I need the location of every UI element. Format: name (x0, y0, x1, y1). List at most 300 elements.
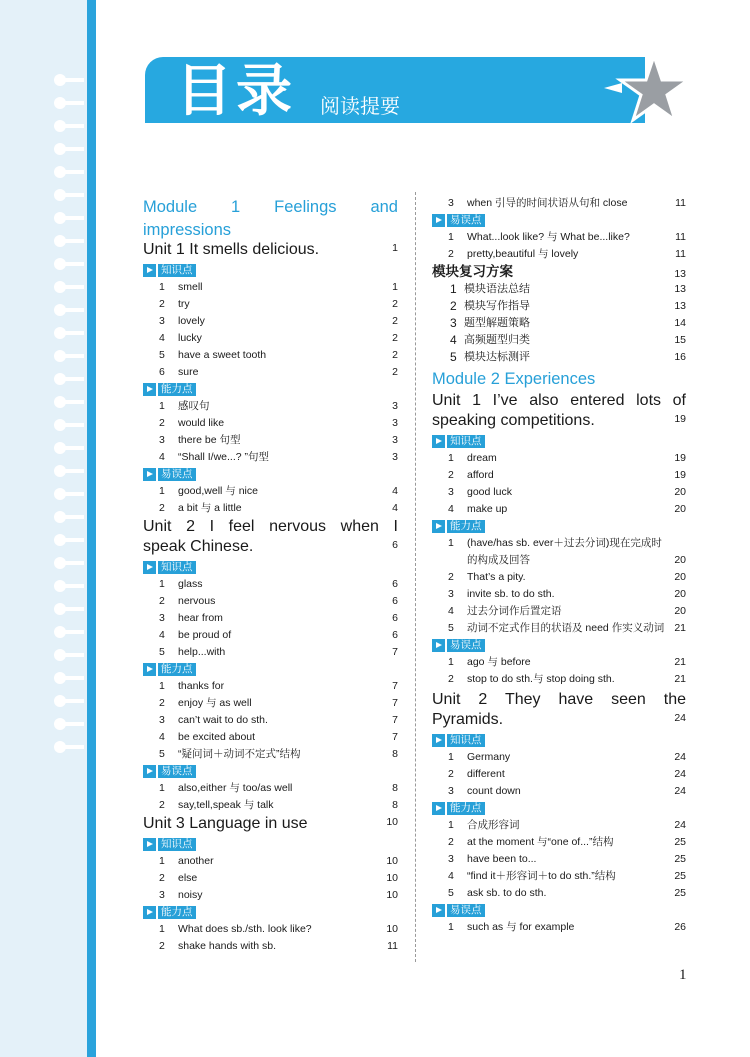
entry-page: 6 (392, 578, 398, 590)
entry-number: 2 (448, 768, 454, 780)
entry-title: What does sb./sth. look like? (178, 923, 312, 935)
toc-list (432, 450, 686, 518)
entry-title: have a sweet tooth (178, 349, 267, 361)
entry-title: good luck (467, 486, 512, 498)
binder-ring (54, 627, 84, 637)
entry-page: 21 (674, 656, 686, 668)
toc-entry[interactable] (432, 620, 686, 637)
toc-entry[interactable] (143, 500, 398, 517)
toc-entry[interactable] (143, 729, 398, 746)
binder-ring (54, 466, 84, 476)
entry-page: 20 (674, 571, 686, 583)
toc-entry[interactable] (432, 603, 686, 620)
toc-left-column (143, 196, 398, 955)
toc-entry[interactable] (143, 610, 398, 627)
entry-number: 5 (450, 350, 457, 364)
entry-title: good,well 与 nice (178, 485, 258, 497)
entry-number: 4 (159, 451, 165, 463)
toc-entry[interactable] (432, 450, 686, 467)
entry-page: 8 (392, 748, 398, 760)
binder-ring (54, 328, 84, 338)
play-icon (143, 765, 156, 778)
entry-number: 3 (448, 588, 454, 600)
entry-title: a bit 与 a little (178, 502, 242, 514)
entry-number: 1 (159, 680, 165, 692)
toc-entry[interactable] (432, 919, 686, 936)
entry-title: 感叹句 (178, 400, 210, 412)
binder-ring (54, 98, 84, 108)
entry-page: 24 (674, 751, 686, 763)
entry-title: lovely (178, 315, 205, 327)
entry-page: 11 (675, 248, 686, 260)
entry-title: afford (467, 469, 494, 481)
play-icon (432, 214, 445, 227)
entry-number: 5 (448, 622, 454, 634)
entry-title: Germany (467, 751, 511, 763)
toc-list (143, 853, 398, 904)
unit-heading-cont: Pyramids. 24 (432, 711, 686, 728)
binder-ring (54, 742, 84, 752)
toc-entry[interactable] (432, 484, 686, 501)
toc-entry[interactable] (432, 851, 686, 868)
toc-entry[interactable] (432, 298, 686, 315)
entry-number: 5 (448, 887, 454, 899)
entry-page: 13 (674, 300, 686, 312)
section-tag: 易误点 (432, 902, 686, 919)
module-heading[interactable]: Module 1 Feelings and (143, 198, 398, 216)
unit-heading-cont: speaking competitions. 19 (432, 412, 686, 429)
entry-page: 25 (674, 853, 686, 865)
entry-title: help...with (178, 646, 226, 658)
entry-title: smell (178, 281, 203, 293)
play-icon (143, 264, 156, 277)
entry-page: 2 (392, 315, 398, 327)
entry-title: invite sb. to do sth. (467, 588, 555, 600)
entry-page: 11 (675, 231, 686, 243)
toc-right-column (432, 195, 686, 936)
entry-number: 3 (448, 486, 454, 498)
column-divider (415, 192, 416, 962)
binder-ring (54, 604, 84, 614)
entry-number: 1 (159, 400, 165, 412)
entry-title: 过去分词作后置定语 (467, 605, 562, 617)
play-icon (432, 802, 445, 815)
unit-heading[interactable]: Unit 2 They have seen the (432, 691, 686, 708)
module-heading[interactable]: Module 2 Experiences (432, 370, 596, 388)
toc-entry-cont: 的构成及回答 20 (467, 554, 686, 566)
entry-title: another (178, 855, 214, 867)
entry-page: 25 (674, 836, 686, 848)
page-number: 1 (679, 967, 687, 983)
entry-number: 3 (159, 612, 165, 624)
entry-title: can’t wait to do sth. (178, 714, 268, 726)
entry-title: thanks for (178, 680, 225, 692)
unit-heading[interactable]: Unit 1 I’ve also entered lots of (432, 392, 686, 409)
entry-page: 20 (674, 486, 686, 498)
entry-number: 3 (448, 853, 454, 865)
toc-list (432, 654, 686, 688)
entry-number: 4 (448, 605, 454, 617)
toc-entry[interactable] (143, 887, 398, 904)
entry-title: try (178, 298, 190, 310)
toc-list (432, 569, 686, 637)
entry-number: 3 (448, 785, 454, 797)
binding-edge (87, 0, 96, 1057)
entry-number: 3 (159, 434, 165, 446)
entry-page: 10 (386, 889, 398, 901)
entry-title: also,either 与 too/as well (178, 782, 293, 794)
entry-number: 3 (159, 714, 165, 726)
toc-entry[interactable] (432, 332, 686, 349)
entry-page: 24 (674, 819, 686, 831)
entry-page: 7 (392, 697, 398, 709)
toc-entry[interactable] (143, 364, 398, 381)
entry-number: 5 (159, 748, 165, 760)
toc-entry[interactable] (143, 695, 398, 712)
section-tag: 易误点 (432, 212, 686, 229)
entry-title: count down (467, 785, 521, 797)
play-icon (143, 561, 156, 574)
binder-ring (54, 650, 84, 660)
binder-ring (54, 213, 84, 223)
binder-ring (54, 305, 84, 315)
entry-title: be proud of (178, 629, 232, 641)
play-icon (432, 904, 445, 917)
entry-number: 2 (159, 799, 165, 811)
binder-ring (54, 489, 84, 499)
binder-ring (54, 121, 84, 131)
toc-entry[interactable] (143, 938, 398, 955)
toc-entry[interactable] (432, 834, 686, 851)
entry-page: 19 (674, 469, 686, 481)
binder-ring (54, 374, 84, 384)
entry-title: such as 与 for example (467, 921, 575, 933)
entry-title: dream (467, 452, 497, 464)
entry-title: there be 句型 (178, 434, 241, 446)
entry-title: pretty,beautiful 与 lovely (467, 248, 579, 260)
entry-title: 题型解题策略 (464, 317, 530, 329)
section-tag: 知识点 (143, 262, 398, 279)
entry-page: 20 (674, 605, 686, 617)
binder-ring (54, 719, 84, 729)
toc-list (432, 195, 686, 212)
page-subtitle: 阅读提要 (320, 94, 400, 118)
entry-title: That’s a pity. (467, 571, 526, 583)
toc-entry[interactable] (143, 330, 398, 347)
entry-title: “find it＋形容词＋to do sth.”结构 (467, 870, 616, 882)
module-heading-cont: impressions (143, 221, 232, 239)
entry-number: 2 (159, 502, 165, 514)
entry-page: 20 (674, 588, 686, 600)
entry-number: 1 (448, 921, 454, 933)
entry-number: 2 (448, 248, 454, 260)
binder-ring (54, 673, 84, 683)
binder-ring (54, 351, 84, 361)
entry-number: 3 (448, 197, 454, 209)
binder-ring (54, 167, 84, 177)
binding-strip (0, 0, 96, 1057)
toc-list (432, 749, 686, 800)
entry-page: 25 (674, 870, 686, 882)
play-icon (143, 906, 156, 919)
entry-page: 11 (387, 940, 398, 952)
toc-list (143, 576, 398, 661)
entry-page: 13 (674, 283, 686, 295)
toc-entry[interactable] (432, 654, 686, 671)
entry-title: sure (178, 366, 199, 378)
entry-page: 2 (392, 349, 398, 361)
toc-entry[interactable] (143, 432, 398, 449)
entry-title: make up (467, 503, 508, 515)
entry-number: 1 (448, 819, 454, 831)
entry-title: when 引导的时间状语从句和 close (467, 197, 628, 209)
entry-number: 3 (159, 889, 165, 901)
toc-entry[interactable] (143, 415, 398, 432)
entry-number: 4 (448, 870, 454, 882)
section-tag: 知识点 (432, 732, 686, 749)
toc-entry[interactable] (143, 644, 398, 661)
toc-list (143, 483, 398, 517)
binder-ring (54, 282, 84, 292)
toc-entry[interactable] (143, 449, 398, 466)
entry-number: 1 (450, 282, 457, 296)
toc-entry[interactable] (432, 195, 686, 212)
binder-ring (54, 558, 84, 568)
binder-ring (54, 535, 84, 545)
entry-number: 5 (159, 349, 165, 361)
section-tag: 能力点 (432, 518, 686, 535)
entry-number: 2 (159, 872, 165, 884)
toc-entry[interactable]: 1 (have/has sb. ever＋过去分词)现在完成时 (448, 537, 662, 549)
entry-title: 模块写作指导 (464, 300, 530, 312)
entry-number: 6 (159, 366, 165, 378)
entry-page: 2 (392, 332, 398, 344)
toc-entry[interactable] (432, 766, 686, 783)
entry-number: 1 (159, 923, 165, 935)
entry-page: 15 (674, 334, 686, 346)
entry-page: 20 (674, 503, 686, 515)
section-tag: 易误点 (143, 466, 398, 483)
section-tag: 能力点 (143, 904, 398, 921)
section-tag: 易误点 (432, 637, 686, 654)
entry-number: 2 (448, 673, 454, 685)
toc-list (143, 921, 398, 955)
unit-heading[interactable]: Unit 1 It smells delicious. 1 (143, 241, 398, 258)
entry-page: 7 (392, 731, 398, 743)
entry-number: 2 (159, 595, 165, 607)
entry-title: 模块语法总结 (464, 283, 530, 295)
entry-page: 2 (392, 298, 398, 310)
section-tag: 知识点 (143, 836, 398, 853)
entry-number: 2 (159, 940, 165, 952)
entry-number: 2 (159, 298, 165, 310)
binder-ring (54, 696, 84, 706)
play-icon (432, 435, 445, 448)
entry-title: else (178, 872, 198, 884)
entry-number: 1 (448, 656, 454, 668)
entry-page: 3 (392, 417, 398, 429)
star-icon (596, 50, 690, 136)
play-icon (432, 520, 445, 533)
entry-page: 7 (392, 714, 398, 726)
toc-list (143, 678, 398, 763)
entry-page: 4 (392, 502, 398, 514)
toc-entry[interactable] (143, 797, 398, 814)
entry-title: be excited about (178, 731, 256, 743)
review-heading[interactable]: 模块复习方案 13 (432, 264, 686, 280)
toc-entry[interactable] (143, 627, 398, 644)
entry-title: 合成形容词 (467, 819, 520, 831)
entry-title: enjoy 与 as well (178, 697, 252, 709)
section-tag: 知识点 (143, 559, 398, 576)
entry-number: 1 (159, 578, 165, 590)
toc-entry[interactable] (143, 279, 398, 296)
toc-entry[interactable] (432, 281, 686, 298)
entry-number: 1 (159, 485, 165, 497)
section-tag: 能力点 (143, 381, 398, 398)
toc-entry[interactable] (432, 885, 686, 902)
toc-entry[interactable] (432, 671, 686, 688)
entry-number: 2 (159, 417, 165, 429)
toc-entry[interactable] (143, 746, 398, 763)
play-icon (432, 639, 445, 652)
entry-page: 1 (392, 281, 398, 293)
unit-heading[interactable]: Unit 3 Language in use 10 (143, 815, 398, 832)
toc-entry[interactable] (143, 296, 398, 313)
play-icon (143, 383, 156, 396)
entry-page: 7 (392, 680, 398, 692)
entry-page: 16 (674, 351, 686, 363)
toc-entry[interactable] (432, 569, 686, 586)
binder-ring (54, 190, 84, 200)
entry-page: 10 (386, 923, 398, 935)
toc-entry[interactable] (432, 501, 686, 518)
toc-list (432, 919, 686, 936)
section-tag: 知识点 (432, 433, 686, 450)
entry-title: hear from (178, 612, 223, 624)
entry-title: “Shall I/we...? ”句型 (178, 451, 270, 463)
toc-entry[interactable] (143, 347, 398, 364)
entry-page: 26 (674, 921, 686, 933)
entry-title: 高频题型归类 (464, 334, 530, 346)
entry-title: different (467, 768, 505, 780)
toc-entry[interactable] (432, 817, 686, 834)
entry-title: say,tell,speak 与 talk (178, 799, 274, 811)
toc-entry[interactable] (143, 483, 398, 500)
entry-number: 1 (448, 231, 454, 243)
toc-list (432, 229, 686, 263)
entry-number: 4 (448, 503, 454, 515)
binder-ring (54, 144, 84, 154)
entry-page: 8 (392, 799, 398, 811)
play-icon (143, 468, 156, 481)
binder-ring (54, 75, 84, 85)
toc-entry[interactable] (143, 712, 398, 729)
entry-title: noisy (178, 889, 203, 901)
toc-entry[interactable] (432, 868, 686, 885)
toc-entry[interactable] (143, 780, 398, 797)
play-icon (143, 663, 156, 676)
entry-title: glass (178, 578, 203, 590)
entry-page: 25 (674, 887, 686, 899)
play-icon (143, 838, 156, 851)
toc-entry[interactable] (143, 576, 398, 593)
toc-entry[interactable] (432, 315, 686, 332)
toc-entry[interactable] (432, 246, 686, 263)
entry-number: 1 (448, 751, 454, 763)
entry-title: “疑问词＋动词不定式”结构 (178, 748, 301, 760)
entry-title: nervous (178, 595, 216, 607)
entry-page: 3 (392, 434, 398, 446)
entry-title: 动词不定式作目的状语及 need 作实义动词 (467, 622, 665, 634)
entry-number: 1 (159, 855, 165, 867)
toc-entry[interactable] (432, 349, 686, 366)
entry-number: 2 (450, 299, 457, 313)
toc-entry[interactable] (432, 783, 686, 800)
entry-title: ask sb. to do sth. (467, 887, 547, 899)
entry-title: lucky (178, 332, 202, 344)
binder-ring (54, 443, 84, 453)
entry-page: 24 (674, 785, 686, 797)
entry-page: 21 (674, 622, 686, 634)
section-tag: 易误点 (143, 763, 398, 780)
section-tag: 能力点 (432, 800, 686, 817)
entry-title: 模块达标测评 (464, 351, 530, 363)
toc-list (143, 398, 398, 466)
entry-page: 3 (392, 400, 398, 412)
entry-page: 10 (386, 855, 398, 867)
toc-entry[interactable] (432, 229, 686, 246)
entry-page: 24 (674, 768, 686, 780)
unit-heading-cont: speak Chinese. 6 (143, 538, 398, 555)
toc-entry[interactable] (432, 467, 686, 484)
section-tag: 能力点 (143, 661, 398, 678)
entry-title: would like (178, 417, 225, 429)
entry-page: 14 (674, 317, 686, 329)
toc-entry[interactable] (432, 586, 686, 603)
toc-entry[interactable] (143, 398, 398, 415)
toc-entry[interactable] (143, 870, 398, 887)
entry-number: 5 (159, 646, 165, 658)
entry-title: at the moment 与“one of...”结构 (467, 836, 614, 848)
entry-number: 1 (159, 782, 165, 794)
entry-number: 1 (448, 452, 454, 464)
entry-page: 2 (392, 366, 398, 378)
entry-number: 4 (450, 333, 457, 347)
toc-entry[interactable] (432, 749, 686, 766)
entry-title: ago 与 before (467, 656, 531, 668)
entry-number: 4 (159, 332, 165, 344)
entry-number: 2 (159, 697, 165, 709)
entry-page: 6 (392, 612, 398, 624)
entry-number: 4 (159, 731, 165, 743)
entry-page: 6 (392, 629, 398, 641)
entry-number: 2 (448, 571, 454, 583)
entry-number: 4 (159, 629, 165, 641)
toc-entry[interactable] (143, 921, 398, 938)
toc-entry[interactable] (143, 593, 398, 610)
entry-page: 4 (392, 485, 398, 497)
entry-title: stop to do sth.与 stop doing sth. (467, 673, 615, 685)
binder-ring (54, 236, 84, 246)
entry-number: 2 (448, 469, 454, 481)
entry-page: 11 (675, 197, 686, 209)
toc-entry[interactable] (143, 313, 398, 330)
unit-heading[interactable]: Unit 2 I feel nervous when I (143, 518, 398, 535)
toc-entry[interactable] (143, 678, 398, 695)
toc-entry[interactable] (143, 853, 398, 870)
entry-title: What...look like? 与 What be...like? (467, 231, 630, 243)
